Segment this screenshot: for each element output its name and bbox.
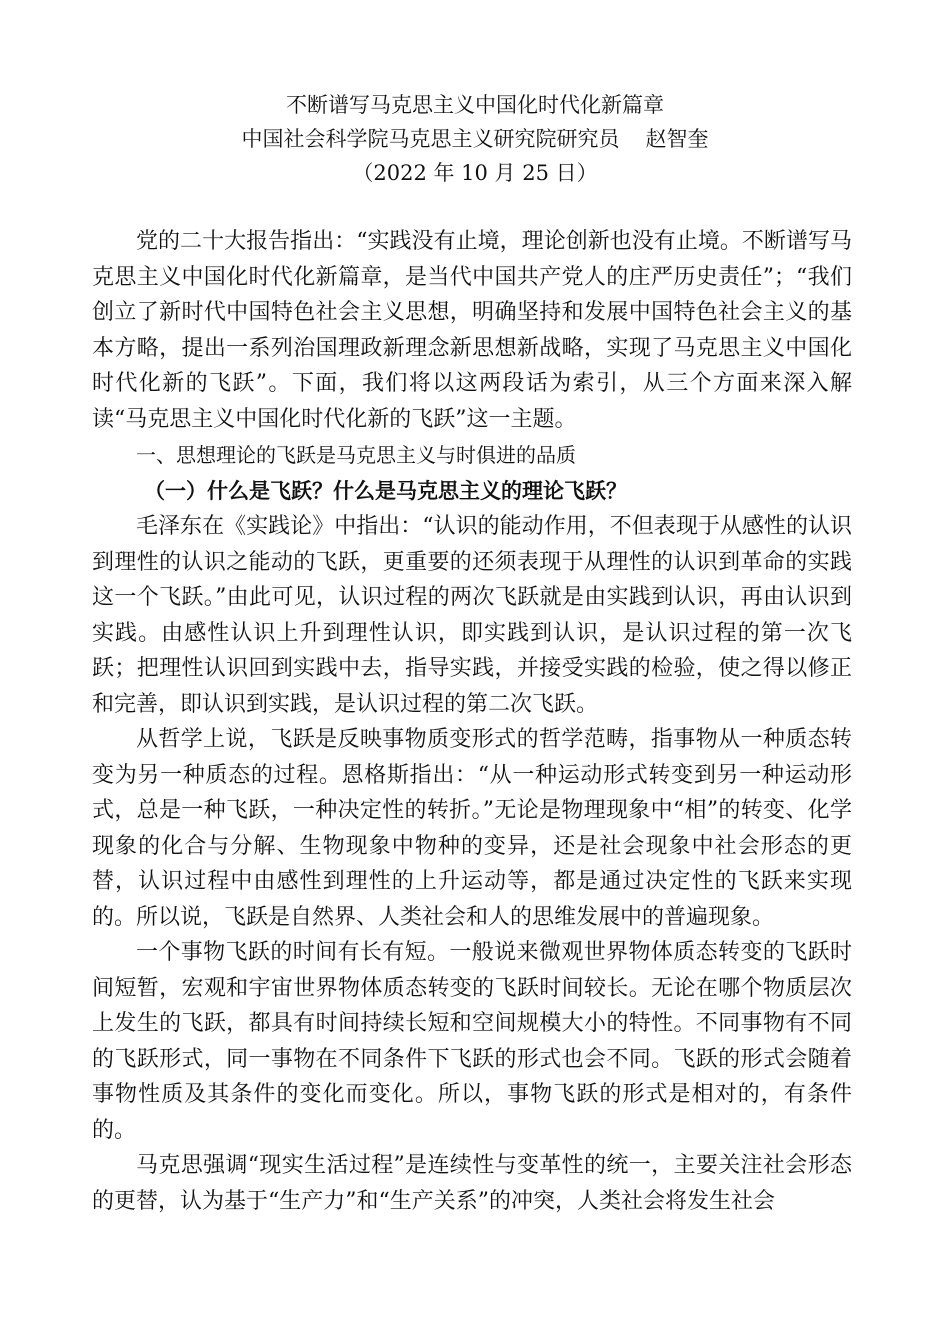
body-paragraph-1: 毛泽东在《实践论》中指出：“认识的能动作用，不但表现于从感性的认识到理性的认识之能动的飞跃，更重要的还须表现于从理性的认识到革命的实践这一个飞跃。”由此可见，认识过程的两次飞跃就是由实践到认识，再由认识到实践。由感性认识上升到理性认识，即实践到认识，是认识过程的第一次飞跃；把理性认识回到实践中去，指导实践，并接受实践的检验，使之得以修正和完善，即认识到实践，是认识过程的第二次飞跃。 <box>92 514 852 717</box>
section-heading-1: 一、思想理论的飞跃是马克思主义与时俱进的品质 <box>136 443 576 467</box>
author-line <box>0 122 950 156</box>
author-name: 赵智奎 <box>645 127 709 151</box>
subsection-heading-1: （一）什么是飞跃？什么是马克思主义的理论飞跃？ <box>144 479 627 503</box>
author-affiliation: 中国社会科学院马克思主义研究院研究员 <box>241 127 620 151</box>
document-date: （2022 年 10 月 25 日） <box>352 161 598 185</box>
body-paragraph-3: 一个事物飞跃的时间有长有短。一般说来微观世界物体质态转变的飞跃时间短暂，宏观和宇宙世界物体质态转变的飞跃时间较长。无论在哪个物质层次上发生的飞跃，都具有时间持续长短和空间规模大小的特性。不同事物有不同的飞跃形式，同一事物在不同条件下飞跃的形式也会不同。飞跃的形式会随着事物性质及其条件的变化而变化。所以，事物飞跃的形式是相对的，有条件的。 <box>92 940 852 1143</box>
body-paragraph-4: 马克思强调“现实生活过程”是连续性与变革性的统一，主要关注社会形态的更替，认为基于“生产力”和“生产关系”的冲突，人类社会将发生社会 <box>92 1153 852 1214</box>
document-body <box>92 224 852 1219</box>
document-title: 不断谱写马克思主义中国化时代化新篇章 <box>286 93 664 117</box>
intro-paragraph: 党的二十大报告指出：“实践没有止境，理论创新也没有止境。不断谱写马克思主义中国化时代化新篇章，是当代中国共产党人的庄严历史责任”；“我们创立了新时代中国特色社会主义思想，明确坚持和发展中国特色社会主义的基本方略，提出一系列治国理政新理念新思想新战略，实现了马克思主义中国化时代化新的飞跃”。下面，我们将以这两段话为索引，从三个方面来深入解读“马克思主义中国化时代化新的飞跃”这一主题。 <box>92 229 852 432</box>
document-header <box>0 88 950 190</box>
body-paragraph-2: 从哲学上说，飞跃是反映事物质变形式的哲学范畴，指事物从一种质态转变为另一种质态的过程。恩格斯指出：“从一种运动形式转变到另一种运动形式，总是一种飞跃，一种决定性的转折。”无论是物理现象中“相”的转变、化学现象的化合与分解、生物现象中物种的变异，还是社会现象中社会形态的更替，认识过程中由感性到理性的上升运动等，都是通过决定性的飞跃来实现的。所以说，飞跃是自然界、人类社会和人的思维发展中的普遍现象。 <box>92 727 852 930</box>
